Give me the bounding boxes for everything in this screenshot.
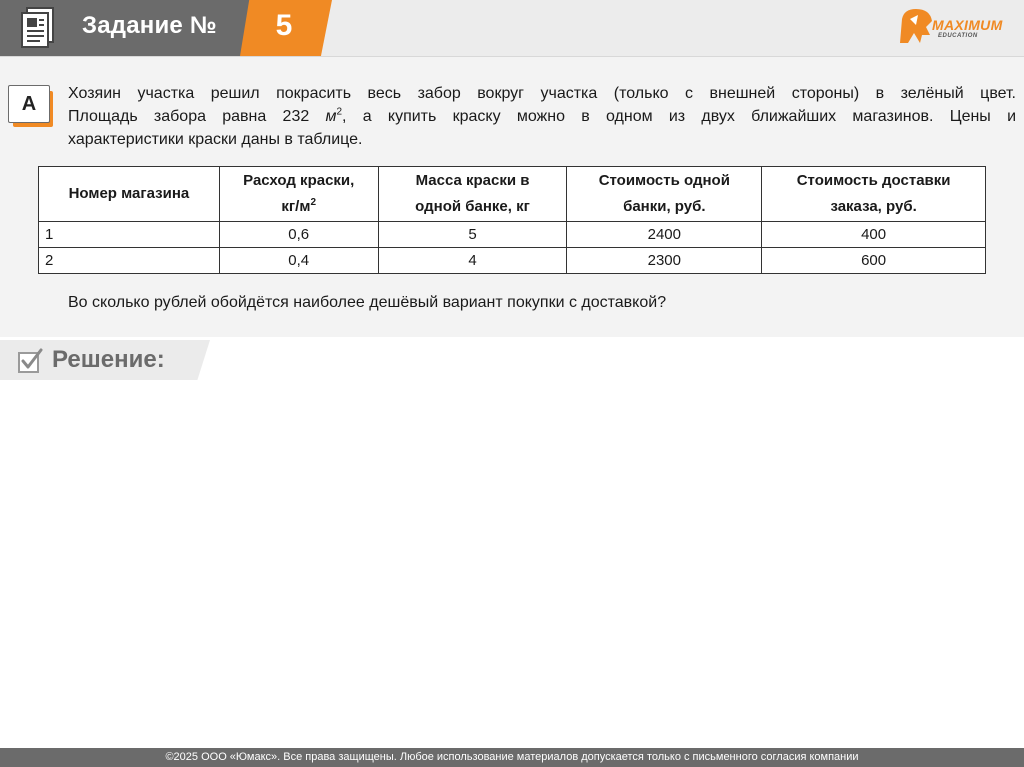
task-title: Задание №	[82, 12, 217, 39]
logo-subtext: EDUCATION	[938, 33, 978, 39]
cell-mass: 5	[378, 222, 567, 248]
problem-shops-text: , а купить краску можно в одном из двух ближайших магазинов. Цены и	[342, 108, 1017, 125]
problem-line-2	[68, 105, 1016, 128]
cell-consumption: 0,4	[219, 248, 378, 274]
paint-table	[38, 166, 986, 274]
problem-area-unit: м	[325, 108, 337, 125]
header-consumption-power: 2	[310, 197, 317, 208]
cell-delivery: 600	[762, 248, 986, 274]
header-mass-line2: одной банке, кг	[415, 198, 530, 215]
header-delivery-line2: заказа, руб.	[830, 198, 917, 215]
header-bar	[0, 0, 1024, 57]
task-number: 5	[275, 9, 293, 42]
check-icon	[17, 348, 43, 374]
table-row	[39, 248, 986, 274]
cell-shop: 1	[39, 222, 220, 248]
table-header-row	[39, 167, 986, 222]
cell-price: 2300	[567, 248, 762, 274]
header-consumption-line2: кг/м	[281, 198, 311, 215]
problem-area-unit-power: 2	[336, 106, 343, 118]
logo-mark-icon	[896, 5, 936, 51]
header-delivery-line1: Стоимость доставки	[796, 172, 951, 189]
header-price	[567, 167, 762, 222]
cell-consumption: 0,6	[219, 222, 378, 248]
copyright-footer: ©2025 ООО «Юмакс». Все права защищены. Любое использование материалов допускается только с письменного согласия компании	[0, 748, 1024, 767]
header-mass	[378, 167, 567, 222]
solution-title: Решение:	[52, 346, 165, 373]
header-consumption-line1: Расход краски,	[243, 172, 355, 189]
cell-delivery: 400	[762, 222, 986, 248]
cell-price: 2400	[567, 222, 762, 248]
header-shop-number: Номер магазина	[39, 167, 220, 222]
problem-area-text: Площадь забора равна 232	[68, 108, 326, 125]
document-icon	[18, 6, 58, 50]
level-badge: А	[8, 85, 50, 123]
logo-text: MAXIMUM	[932, 17, 1003, 33]
maximum-logo	[896, 5, 1020, 51]
header-consumption	[219, 167, 378, 222]
cell-shop: 2	[39, 248, 220, 274]
header-delivery	[762, 167, 986, 222]
header-mass-line1: Масса краски в	[415, 172, 530, 189]
cell-mass: 4	[378, 248, 567, 274]
header-price-line1: Стоимость одной	[598, 172, 730, 189]
problem-text	[68, 82, 1016, 151]
problem-line-3: характеристики краски даны в таблице.	[68, 131, 363, 148]
table-row	[39, 222, 986, 248]
problem-line-1: Хозяин участка решил покрасить весь забор вокруг участка (только с внешней стороны) в зелёный цвет.	[68, 85, 1016, 102]
question-text: Во сколько рублей обойдётся наиболее дешёвый вариант покупки с доставкой?	[68, 294, 667, 311]
header-price-line2: банки, руб.	[623, 198, 706, 215]
